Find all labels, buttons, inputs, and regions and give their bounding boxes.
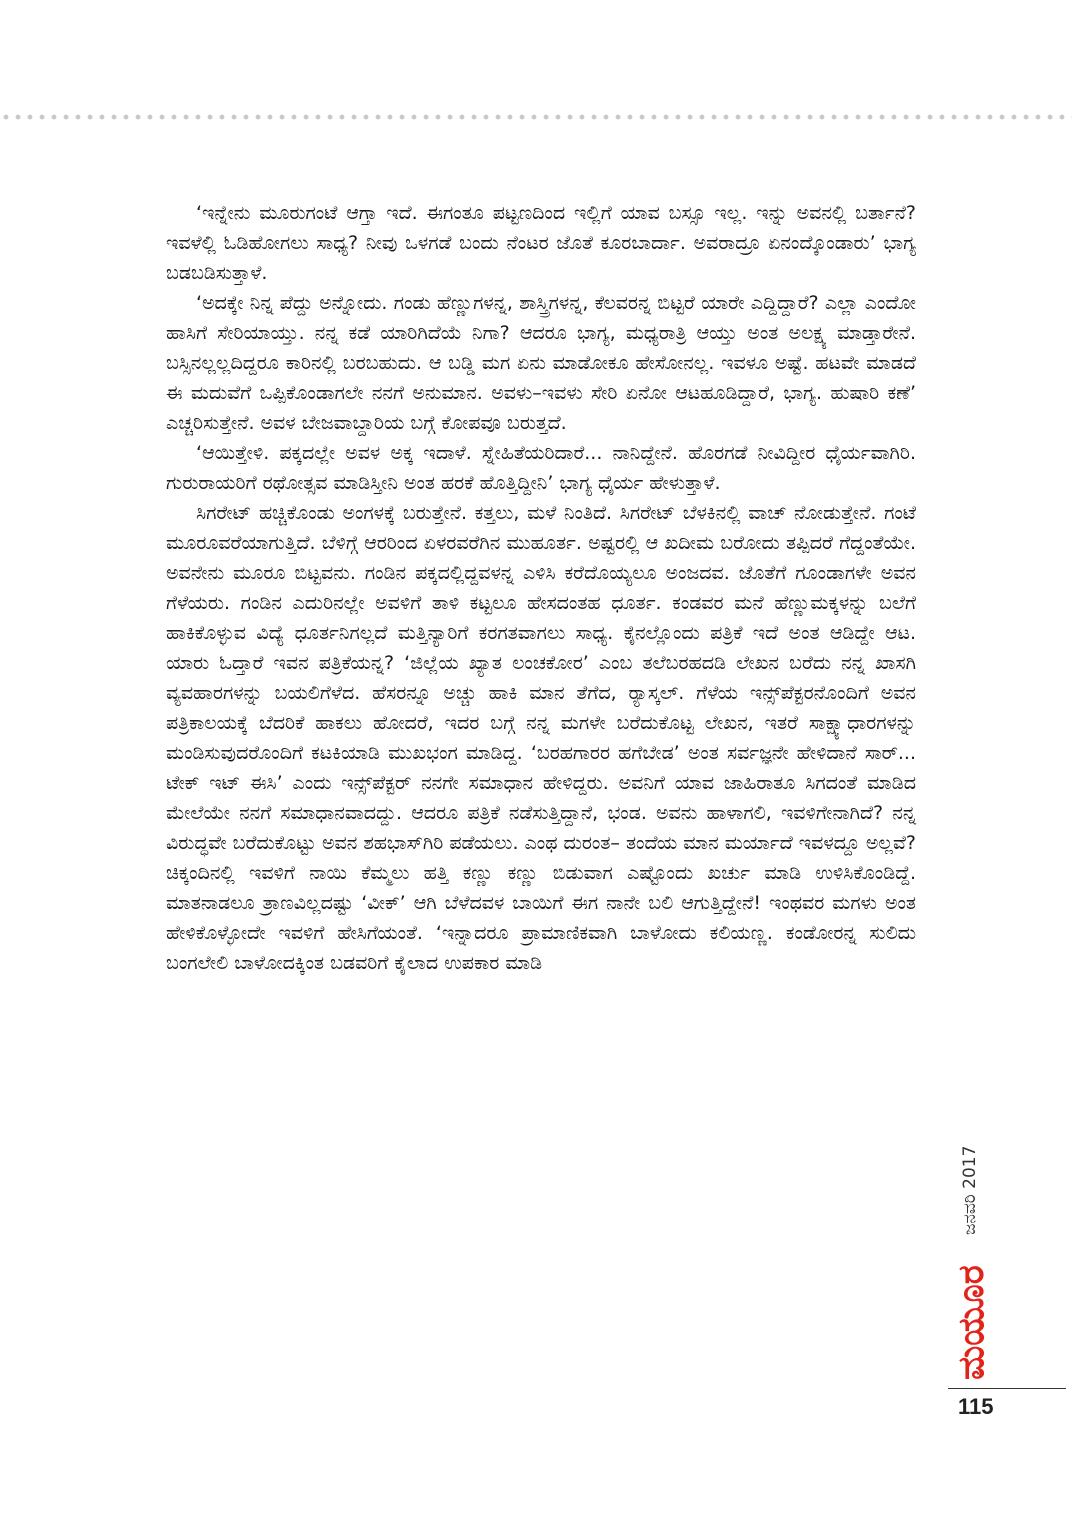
paragraph: ‘ಇನ್ನೇನು ಮೂರುಗಂಟೆ ಆಗ್ತಾ ಇದೆ. ಈಗಂತೂ ಪಟ್ಟಣದಿಂದ ಇಲ್ಲಿಗೆ ಯಾವ ಬಸ್ಸೂ ಇಲ್ಲ. ಇನ್ನು ಅವನಲ್ಲಿ ಬರ್ತಾನೆ? ಇವಳೆಲ್ಲಿ ಓಡಿಹೋಗಲು ಸಾಧ್ಯ? ನೀವು ಒಳಗಡೆ ಬಂದು ನೆಂಟರ ಜೊತೆ ಕೂರಬಾರ್ದಾ. ಅವರಾದ್ರೂ ಏನಂದ್ಕೊಂಡಾರು’ ಭಾಗ್ಯ ಬಡಬಡಿಸುತ್ತಾಳೆ.	[166, 202, 916, 284]
article-body	[166, 198, 916, 978]
issue-date: ಜನವರಿ 2017	[960, 1145, 980, 1235]
dotted-separator	[0, 112, 1072, 122]
paragraph: ‘ಆಯಿತ್ತೇಳಿ. ಪಕ್ಕದಲ್ಲೇ ಅವಳ ಅಕ್ಕ ಇದಾಳೆ. ಸ್ನೇಹಿತೆಯರಿದಾರೆ... ನಾನಿದ್ದೇನೆ. ಹೊರಗಡೆ ನೀವಿದ್ದೀರ ಧೈರ್ಯವಾಗಿರಿ. ಗುರುರಾಯರಿಗೆ ರಥೋತ್ಸವ ಮಾಡಿಸ್ತೀನಿ ಅಂತ ಹರಕೆ ಹೊತ್ತಿದ್ದೀನಿ’ ಭಾಗ್ಯ ಧೈರ್ಯ ಹೇಳುತ್ತಾಳೆ.	[166, 442, 916, 494]
magazine-logo: ಮಯೂರ	[951, 1265, 992, 1380]
paragraph: ಸಿಗರೇಟ್ ಹಚ್ಚಿಕೊಂಡು ಅಂಗಳಕ್ಕೆ ಬರುತ್ತೇನೆ. ಕತ್ತಲು, ಮಳೆ ನಿಂತಿದೆ. ಸಿಗರೇಟ್ ಬೆಳಕಿನಲ್ಲಿ ವಾಚ್ ನೋಡುತ್ತೇನೆ. ಗಂಟೆ ಮೂರೂವರೆಯಾಗುತ್ತಿದೆ. ಬೆಳಿಗ್ಗೆ ಆರರಿಂದ ಏಳರವರೆಗಿನ ಮುಹೂರ್ತ. ಅಷ್ಟರಲ್ಲಿ ಆ ಖದೀಮ ಬರೋದು ತಪ್ಪಿದರೆ ಗೆದ್ದಂತೆಯೇ. ಅವನೇನು ಮೂರೂ ಬಿಟ್ಟವನು. ಗಂಡಿನ ಪಕ್ಕದಲ್ಲಿದ್ದವಳನ್ನ ಎಳಿಸಿ ಕರೆದೊಯ್ಯಲೂ ಅಂಜದವ. ಜೊತೆಗೆ ಗೂಂಡಾಗಳೇ ಅವನ ಗೆಳೆಯರು. ಗಂಡಿನ ಎದುರಿನಲ್ಲೇ ಅವಳಿಗೆ ತಾಳಿ ಕಟ್ಟಲೂ ಹೇಸದಂತಹ ಧೂರ್ತ. ಕಂಡವರ ಮನೆ ಹೆಣ್ಣುಮಕ್ಕಳನ್ನು ಬಲೆಗೆ ಹಾಕಿಕೊಳ್ಳುವ ವಿದ್ಯೆ ಧೂರ್ತನಿಗಲ್ಲದೆ ಮತ್ತಿನ್ಯಾರಿಗೆ ಕರಗತವಾಗಲು ಸಾಧ್ಯ. ಕೈನಲ್ಲೊಂದು ಪತ್ರಿಕೆ ಇದೆ ಅಂತ ಆಡಿದ್ದೇ ಆಟ. ಯಾರು ಓದ್ತಾರೆ ಇವನ ಪತ್ರಿಕೆಯನ್ನ? ‘ಜಿಲ್ಲೆಯ ಖ್ಯಾತ ಲಂಚಕೋರ’ ಎಂಬ ತಲೆಬರಹದಡಿ ಲೇಖನ ಬರೆದು ನನ್ನ ಖಾಸಗಿ ವ್ಯವಹಾರಗಳನ್ನು ಬಯಲಿಗೆಳೆದ. ಹೆಸರನ್ನೂ ಅಚ್ಚು ಹಾಕಿ ಮಾನ ತೆಗೆದ, ರ್‍ಯಾಸ್ಕಲ್. ಗೆಳೆಯ ಇನ್ಸ್‌ಪೆಕ್ಟರನೊಂದಿಗೆ ಅವನ ಪತ್ರಿಕಾಲಯಕ್ಕೆ ಬೆದರಿಕೆ ಹಾಕಲು ಹೋದರೆ, ಇದರ ಬಗ್ಗೆ ನನ್ನ ಮಗಳೇ ಬರೆದುಕೊಟ್ಟ ಲೇಖನ, ಇತರೆ ಸಾಕ್ಷ್ಯಾಧಾರಗಳನ್ನು ಮಂಡಿಸುವುದರೊಂದಿಗೆ ಕಟಕಿಯಾಡಿ ಮುಖಭಂಗ ಮಾಡಿದ್ದ. ‘ಬರಹಗಾರರ ಹಗೆಬೇಡ’ ಅಂತ ಸರ್ವಜ್ಞನೇ ಹೇಳಿದಾನೆ ಸಾರ್... ಟೇಕ್ ಇಟ್ ಈಸಿ’ ಎಂದು ಇನ್ಸ್‌ಪೆಕ್ಟರ್ ನನಗೇ ಸಮಾಧಾನ ಹೇಳಿದ್ದರು. ಅವನಿಗೆ ಯಾವ ಜಾಹಿರಾತೂ ಸಿಗದಂತೆ ಮಾಡಿದ ಮೇಲೆಯೇ ನನಗೆ ಸಮಾಧಾನವಾದದ್ದು. ಆದರೂ ಪತ್ರಿಕೆ ನಡೆಸುತ್ತಿದ್ದಾನೆ, ಭಂಡ. ಅವನು ಹಾಳಾಗಲಿ, ಇವಳಿಗೇನಾಗಿದೆ? ನನ್ನ ವಿರುದ್ಧವೇ ಬರೆದುಕೊಟ್ಟು ಅವನ ಶಹಭಾಸ್‌ಗಿರಿ ಪಡೆಯಲು. ಎಂಥ ದುರಂತ– ತಂದೆಯ ಮಾನ ಮರ್ಯಾದೆ ಇವಳದ್ದೂ ಅಲ್ಲವೆ? ಚಿಕ್ಕಂದಿನಲ್ಲಿ ಇವಳಿಗೆ ನಾಯಿ ಕೆಮ್ಮಲು ಹತ್ತಿ ಕಣ್ಣು ಕಣ್ಣು ಬಿಡುವಾಗ ಎಷ್ಟೊಂದು ಖರ್ಚು ಮಾಡಿ ಉಳಿಸಿಕೊಂಡಿದ್ದೆ. ಮಾತನಾಡಲೂ ತ್ರಾಣವಿಲ್ಲದಷ್ಟು ‘ವೀಕ್’ ಆಗಿ ಬೆಳೆದವಳ ಬಾಯಿಗೆ ಈಗ ನಾನೇ ಬಲಿ ಆಗುತ್ತಿದ್ದೇನೆ! ಇಂಥವರ ಮಗಳು ಅಂತ ಹೇಳಿಕೊಳ್ಳೋದೇ ಇವಳಿಗೆ ಹೇಸಿಗೆಯಂತೆ. ‘ಇನ್ನಾದರೂ ಪ್ರಾಮಾಣಿಕವಾಗಿ ಬಾಳೋದು ಕಲಿಯಣ್ಣ. ಕಂಡೋರನ್ನ ಸುಲಿದು ಬಂಗಲೇಲಿ ಬಾಳೋದಕ್ಕಿಂತ ಬಡವರಿಗೆ ಕೈಲಾದ ಉಪಕಾರ ಮಾಡಿ	[166, 502, 916, 974]
footer-rule	[948, 1388, 1066, 1389]
page-number: 115	[958, 1394, 994, 1419]
paragraph: ‘ಅದಕ್ಕೇ ನಿನ್ನ ಪೆದ್ದು ಅನ್ನೋದು. ಗಂಡು ಹೆಣ್ಣುಗಳನ್ನ, ಶಾಸ್ತ್ರಿಗಳನ್ನ, ಕೆಲವರನ್ನ ಬಿಟ್ಟರೆ ಯಾರೇ ಎದ್ದಿದ್ದಾರೆ? ಎಲ್ಲಾ ಎಂದೋ ಹಾಸಿಗೆ ಸೇರಿಯಾಯ್ತು. ನನ್ನ ಕಡೆ ಯಾರಿಗಿದೆಯೆ ನಿಗಾ? ಆದರೂ ಭಾಗ್ಯ, ಮಧ್ಯರಾತ್ರಿ ಆಯ್ತು ಅಂತ ಅಲಕ್ಷ್ಯ ಮಾಡ್ತಾರೇನೆ. ಬಸ್ಸಿನಲ್ಲಲ್ಲದಿದ್ದರೂ ಕಾರಿನಲ್ಲಿ ಬರಬಹುದು. ಆ ಬಡ್ಡಿ ಮಗ ಏನು ಮಾಡೋಕೂ ಹೇಸೋನಲ್ಲ. ಇವಳೂ ಅಷ್ಟೆ. ಹಟವೇ ಮಾಡದೆ ಈ ಮದುವೆಗೆ ಒಪ್ಪಿಕೊಂಡಾಗಲೇ ನನಗೆ ಅನುಮಾನ. ಅವಳು–ಇವಳು ಸೇರಿ ಏನೋ ಆಟಹೂಡಿದ್ದಾರೆ, ಭಾಗ್ಯ. ಹುಷಾರಿ ಕಣೆ’ ಎಚ್ಚರಿಸುತ್ತೇನೆ. ಅವಳ ಬೇಜವಾಬ್ದಾರಿಯ ಬಗ್ಗೆ ಕೋಪವೂ ಬರುತ್ತದೆ.	[166, 292, 916, 434]
